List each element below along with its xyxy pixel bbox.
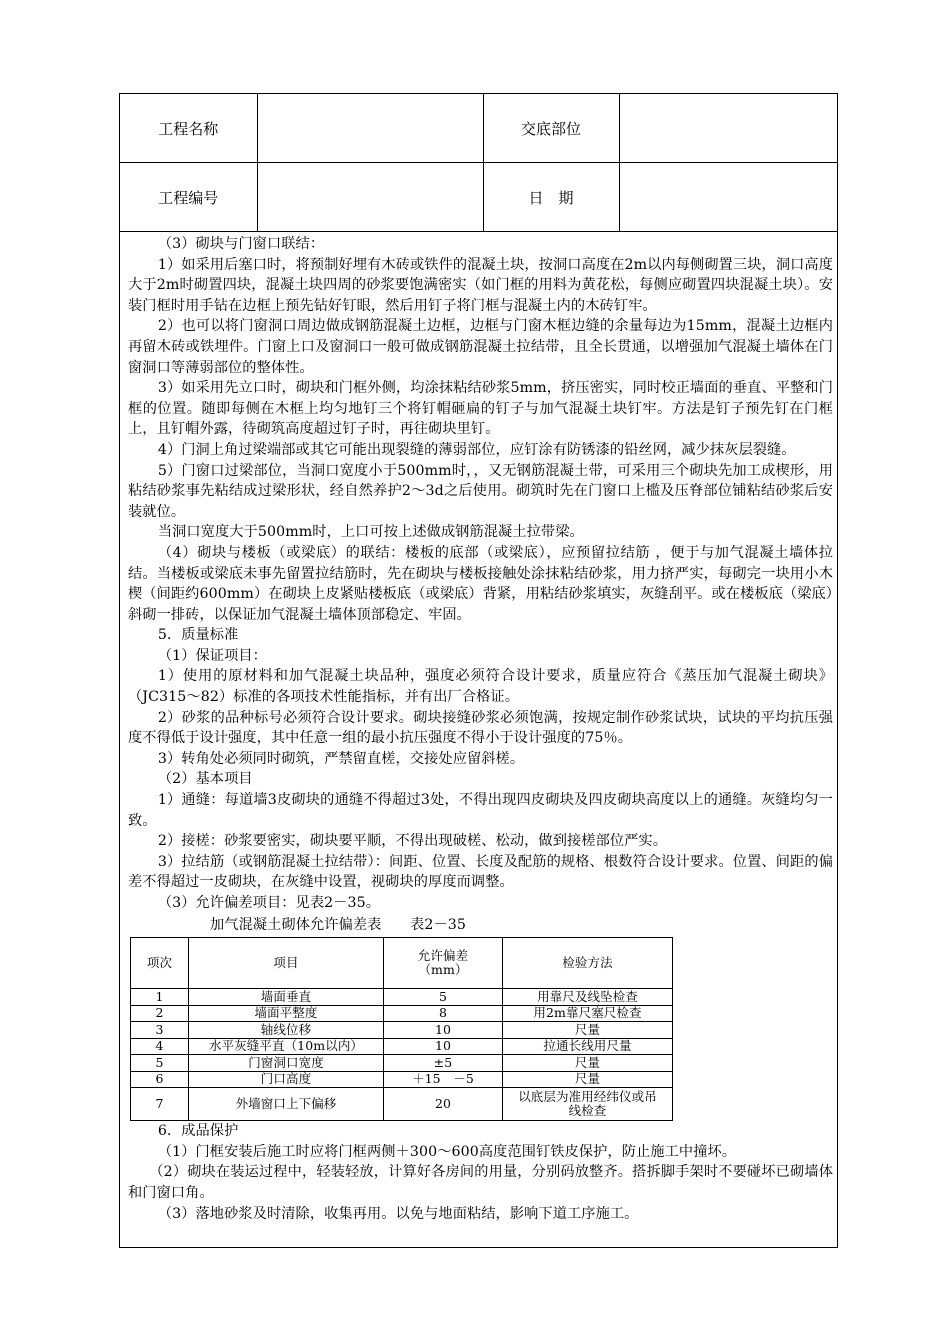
paragraph: （1）门框安装后施工时应将门框两侧＋300～600高度范围钉铁皮保护，防止施工中撞坏。	[157, 1143, 737, 1160]
table-cell: 3	[131, 1022, 189, 1039]
table-cell: 用2m靠尺塞尺检查	[503, 1005, 673, 1022]
project-no-value	[257, 163, 483, 232]
disclosure-form	[119, 93, 838, 1248]
table-cell: 外墙窗口上下偏移	[189, 1088, 384, 1121]
table-cell: ＋15 －5	[384, 1071, 503, 1088]
table-header-cell: 允许偏差（mm）	[384, 938, 503, 989]
table-cell: 拉通长线用尺量	[503, 1038, 673, 1055]
paragraph: （2）砌块在装运过程中，轻装轻放，计算好各房间的用量，分别码放整齐。搭拆脚手架时不要碰坏已砌墙体和门窗口角。	[128, 1164, 833, 1201]
table-cell: 4	[131, 1038, 189, 1055]
project-no-label: 工程编号	[120, 163, 257, 232]
table-cell: 尺量	[503, 1055, 673, 1072]
paragraph: 当洞口宽度大于500mm时，上口可按上述做成钢筋混凝土拉带梁。	[157, 524, 584, 541]
paragraph: 2）接槎：砂浆要密实，砌块要平顺，不得出现破槎、松动，做到接槎部位严实。	[157, 833, 668, 850]
part-value	[619, 94, 837, 163]
paragraph: 1）使用的原材料和加气混凝土块品种，强度必须符合设计要求，质量应符合《蒸压加气混凝土砌块》（JC315～82）标准的各项技术性能指标，并有出厂合格证。	[128, 668, 833, 706]
table-cell: 2	[131, 1005, 189, 1022]
table-row	[131, 1005, 673, 1022]
table-cell: 门口高度	[189, 1071, 384, 1088]
section-heading: 6．成品保护	[157, 1123, 239, 1140]
paragraph: 3）转角处必须同时砌筑，严禁留直槎，交接处应留斜槎。	[157, 750, 525, 767]
paragraph: 5）门窗口过梁部位，当洞口宽度小于500mm时，，又无钢筋混凝土带，可采用三个砌块先加工成楔形，用粘结砂浆事先粘结成过梁形状，经自然养护2～3d之后使用。砌筑时先在门窗口上槛及压脊部位铺粘结砂浆后安装就位。	[128, 462, 833, 520]
table-cell: 墙面平整度	[189, 1005, 384, 1022]
table-header-cell: 项次	[131, 938, 189, 989]
paragraph: 1）如采用后塞口时，将预制好埋有木砖或铁件的混凝土块，按洞口高度在2m以内每侧砌置三块，洞口高度大于2m时砌置四块，混凝土块四周的砂浆要饱满密实（如门框的用料为黄花松，每侧应砌置四块混凝土块）。安装门框时用手钻在边框上预先钻好钉眼，然后用钉子将门框与混凝土内的木砖钉牢。	[128, 256, 833, 314]
table-cell: 7	[131, 1088, 189, 1121]
paragraph: 2）砂浆的品种标号必须符合设计要求。砌块接缝砂浆必须饱满，按规定制作砂浆试块，试块的平均抗压强度不得低于设计强度，其中任意一组的最小抗压强度不得小于设计强度的75％。	[128, 709, 833, 747]
project-name-value	[257, 94, 483, 163]
paragraph: （4）砌块与楼板（或梁底）的联结：楼板的底部（或梁底），应预留拉结筋 ，便于与加气混凝土墙体拉结。当楼板或梁底未事先留置拉结筋时，先在砌块与楼板接触处涂抹粘结砂浆，用力挤严实，每砌完一块用小木楔（间距约600mm）在砌块上皮紧贴楼板底（或梁底）背紧，用粘结砂浆填实，灰缝刮平。或在楼板底（梁底）斜砌一排砖，以保证加气混凝土墙体顶部稳定、牢固。	[128, 544, 833, 623]
paragraph: 4）门洞上角过梁端部或其它可能出现裂缝的薄弱部位，应钉涂有防锈漆的铅丝网，减少抹灰层裂缝。	[157, 441, 796, 458]
table-cell: 1	[131, 989, 189, 1006]
table-cell: 5	[131, 1055, 189, 1072]
table-cell: 水平灰缝平直（10m以内）	[189, 1038, 384, 1055]
table-row	[131, 1055, 673, 1072]
table-cell: 门窗洞口宽度	[189, 1055, 384, 1072]
paragraph: 3）拉结筋（或钢筋混凝土拉结带）：间距、位置、长度及配筋的规格、根数符合设计要求。位置、间距的偏差不得超过一皮砌块，在灰缝中设置，视砌块的厚度而调整。	[128, 853, 833, 891]
table-cell: 轴线位移	[189, 1022, 384, 1039]
table-cell: 用靠尺及线坠检查	[503, 989, 673, 1006]
paragraph: （3）允许偏差项目：见表2－35。	[157, 895, 381, 911]
table-cell: 10	[384, 1038, 503, 1055]
table-row	[131, 989, 673, 1006]
paragraph: 1）通缝：每道墙3皮砌块的通缝不得超过3处，不得出现四皮砌块及四皮砌块高度以上的通缝。灰缝均匀一致。	[128, 792, 833, 829]
table-cell: ±5	[384, 1055, 503, 1072]
body-text	[128, 234, 833, 1224]
header-table	[120, 94, 837, 232]
table-cell: 以底层为准用经纬仪或吊线检查	[503, 1088, 673, 1121]
paragraph: 2）也可以将门窗洞口周边做成钢筋混凝土边框，边框与门窗木框边缝的余量每边为15mm，混凝土边框内再留木砖或铁埋件。门窗上口及窗洞口一般可做成钢筋混凝土拉结带，且全长贯通，以增强加气混凝土墙体在门窗洞口等薄弱部位的整体性。	[128, 318, 833, 376]
table-cell: 墙面垂直	[189, 989, 384, 1006]
paragraph: （3）落地砂浆及时清除，收集再用。以免与地面粘结，影响下道工序施工。	[157, 1205, 639, 1222]
table-header-cell: 检验方法	[503, 938, 673, 989]
date-label: 日 期	[483, 163, 619, 232]
project-name-label: 工程名称	[120, 94, 257, 163]
paragraph: （2）基本项目	[157, 771, 253, 788]
table-cell: 8	[384, 1005, 503, 1022]
part-label: 交底部位	[483, 94, 619, 163]
tolerance-table	[130, 937, 673, 1121]
table-row	[131, 1022, 673, 1039]
table-cell: 6	[131, 1071, 189, 1088]
paragraph: 3）如采用先立口时，砌块和门框外侧，均涂抹粘结砂浆5mm，挤压密实，同时校正墙面的垂直、平整和门框的位置。随即每侧在木框上均匀地钉三个将钉帽砸扁的钉子与加气混凝土块钉牢。方法是钉子预先钉在门框上，且钉帽外露，待砌筑高度超过钉子时，再往砌块里钉。	[128, 380, 833, 438]
paragraph: （1）保证项目：	[157, 647, 267, 664]
section-heading: 5．质量标准	[157, 627, 239, 644]
table-cell: 10	[384, 1022, 503, 1039]
date-value	[619, 163, 837, 232]
table-cell: 尺量	[503, 1071, 673, 1088]
table-header-cell: 项目	[189, 938, 384, 989]
table-caption: 加气混凝土砌体允许偏差表 表2－35	[210, 916, 466, 933]
table-row	[131, 1071, 673, 1088]
table-cell: 20	[384, 1088, 503, 1121]
paragraph: （3）砌块与门窗口联结：	[157, 236, 325, 252]
table-cell: 尺量	[503, 1022, 673, 1039]
table-row	[131, 1088, 673, 1121]
table-row	[131, 1038, 673, 1055]
table-cell: 5	[384, 989, 503, 1006]
